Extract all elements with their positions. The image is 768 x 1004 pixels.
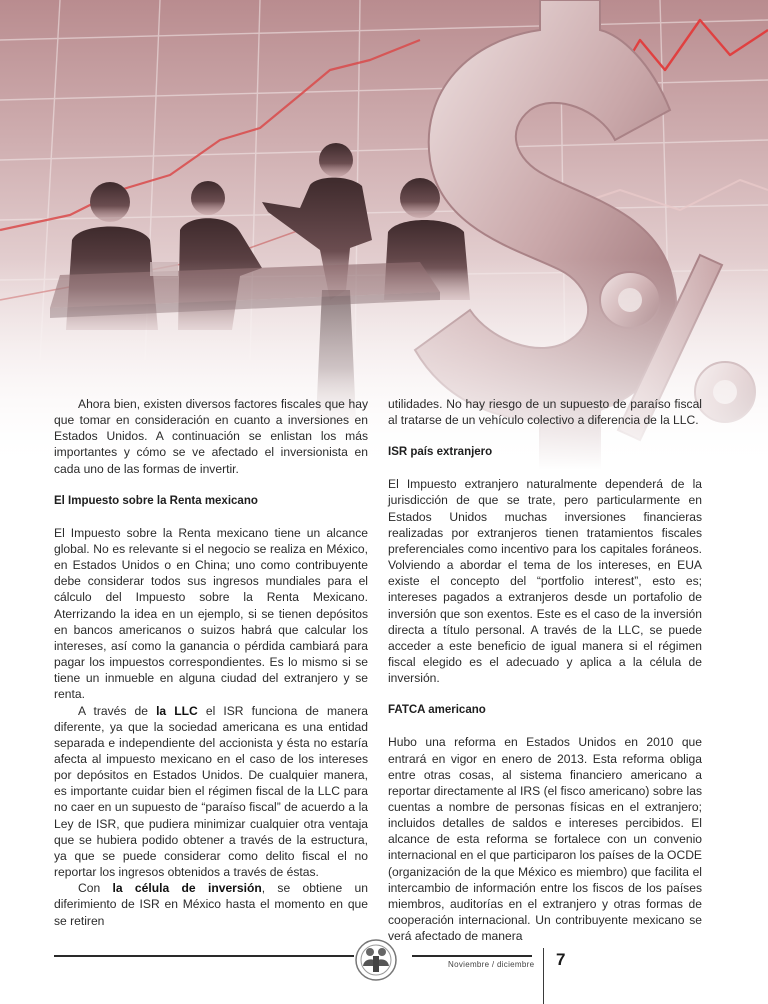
magazine-logo-icon — [352, 936, 400, 984]
footer-rule-left — [54, 955, 354, 957]
paragraph-isr-extranjero: El Impuesto extranjero naturalmente dependerá de la jurisdicción de que se trate, pero particularmente en Estados Unidos muchas inversiones financieras realizadas por extranjeros tienen tratamientos fiscales preferenciales como incentivo para los capitales foráneos. Volviendo a abordar el tema de los intereses, en EUA existe el concepto del “portfolio interest”, esto es; intereses pagados a extranjeros desde un portafolio de inversión que son exentos. Este es el caso de la inversión directa a título personal. A través de la LLC, se puede acceder a este beneficio de igual manera si el régimen fiscal elegido es el adecuado y aplica a la célula de inversión. — [388, 477, 702, 686]
heading-isr-extranjero: ISR país extranjero — [388, 446, 493, 459]
right-column — [388, 396, 702, 944]
text-run: el ISR funciona de manera diferente, ya que la sociedad americana es una entidad separada e independiente del accionista y ésta no estaría afecta al impuesto mexicano en el caso de los intereses por depósitos en Estados Unidos. De cualquier manera, es importante cuidar bien el régimen fiscal de la LLC para no caer en un supuesto de “paraíso fiscal” de acuerdo a la Ley de ISR, que pudiera minimizar cualquier otra ventaja que se hubiera podido obtener a través de la estructura, ya que se puede considerar como delito fiscal el no reportar los ingresos obtenidos a través de éstas. — [54, 703, 368, 880]
bold-term-llc: la LLC — [156, 703, 198, 718]
bold-term-celula: la célula de inversión — [112, 881, 262, 896]
paragraph-continuation: utilidades. No hay riesgo de un supuesto de paraíso fiscal al tratarse de un vehículo colectivo a diferencia de la LLC. — [388, 397, 702, 428]
paragraph-intro: Ahora bien, existen diversos factores fiscales que hay que tomar en consideración en cuanto a inversiones en Estados Unidos. A continuación se enlistan los más importantes y cómo se ve afectado el inversionista en cada uno de las formas de invertir. — [54, 397, 368, 476]
heading-fatca: FATCA americano — [388, 704, 486, 717]
paragraph-isr-mexicano: El Impuesto sobre la Renta mexicano tiene un alcance global. No es relevante si el negocio se realiza en México, en Estados Unidos o en China; uno como contribuyente debe considerar todos sus ingresos mundiales para el cálculo del Impuesto sobre la Renta Mexicano. Aterrizando la idea en un ejemplo, si se tienen depósitos en bancos americanos o suizos habrá que calcular los intereses, así como la ganancia o pérdida cambiará para pagar los impuestos correspondientes. Es lo mismo si se tiene un inmueble en alguna ciudad del extranjero y se renta. — [54, 525, 368, 702]
paragraph-llc — [54, 703, 368, 881]
text-run: , se obtiene un diferimiento de ISR en México hasta el momento en que se retiren — [54, 881, 368, 928]
left-column — [54, 396, 368, 929]
footer-divider — [543, 948, 544, 1004]
footer-rule-right — [412, 955, 532, 957]
issue-date: Noviembre / diciembre — [448, 960, 535, 969]
page-number: 7 — [556, 950, 566, 969]
paragraph-fatca: Hubo una reforma en Estados Unidos en 2010 que entrará en vigor en enero de 2013. Esta reforma obliga entre otras cosas, al sistema financiero americano a reportar directamente al IRS (el fisco americano) sobre las cuentas a nombre de personas físicas en el extranjero; incluidos detalles de saldos e intereses percibidos. El alcance de esta reforma se fortalece con un convenio internacional en el que participaron los países de la OCDE (organización de la que México es miembro) que facilita el intercambio de información entre los fiscos de los países miembros, auditorías en el extranjero y otras formas de cooperación internacional. Un contribuyente mexicano se verá afectado de manera — [388, 735, 702, 944]
paragraph-celula — [54, 880, 368, 928]
text-run: A través de — [78, 703, 157, 718]
text-run: Con — [78, 881, 113, 896]
heading-isr-mexicano: El Impuesto sobre la Renta mexicano — [54, 494, 258, 507]
